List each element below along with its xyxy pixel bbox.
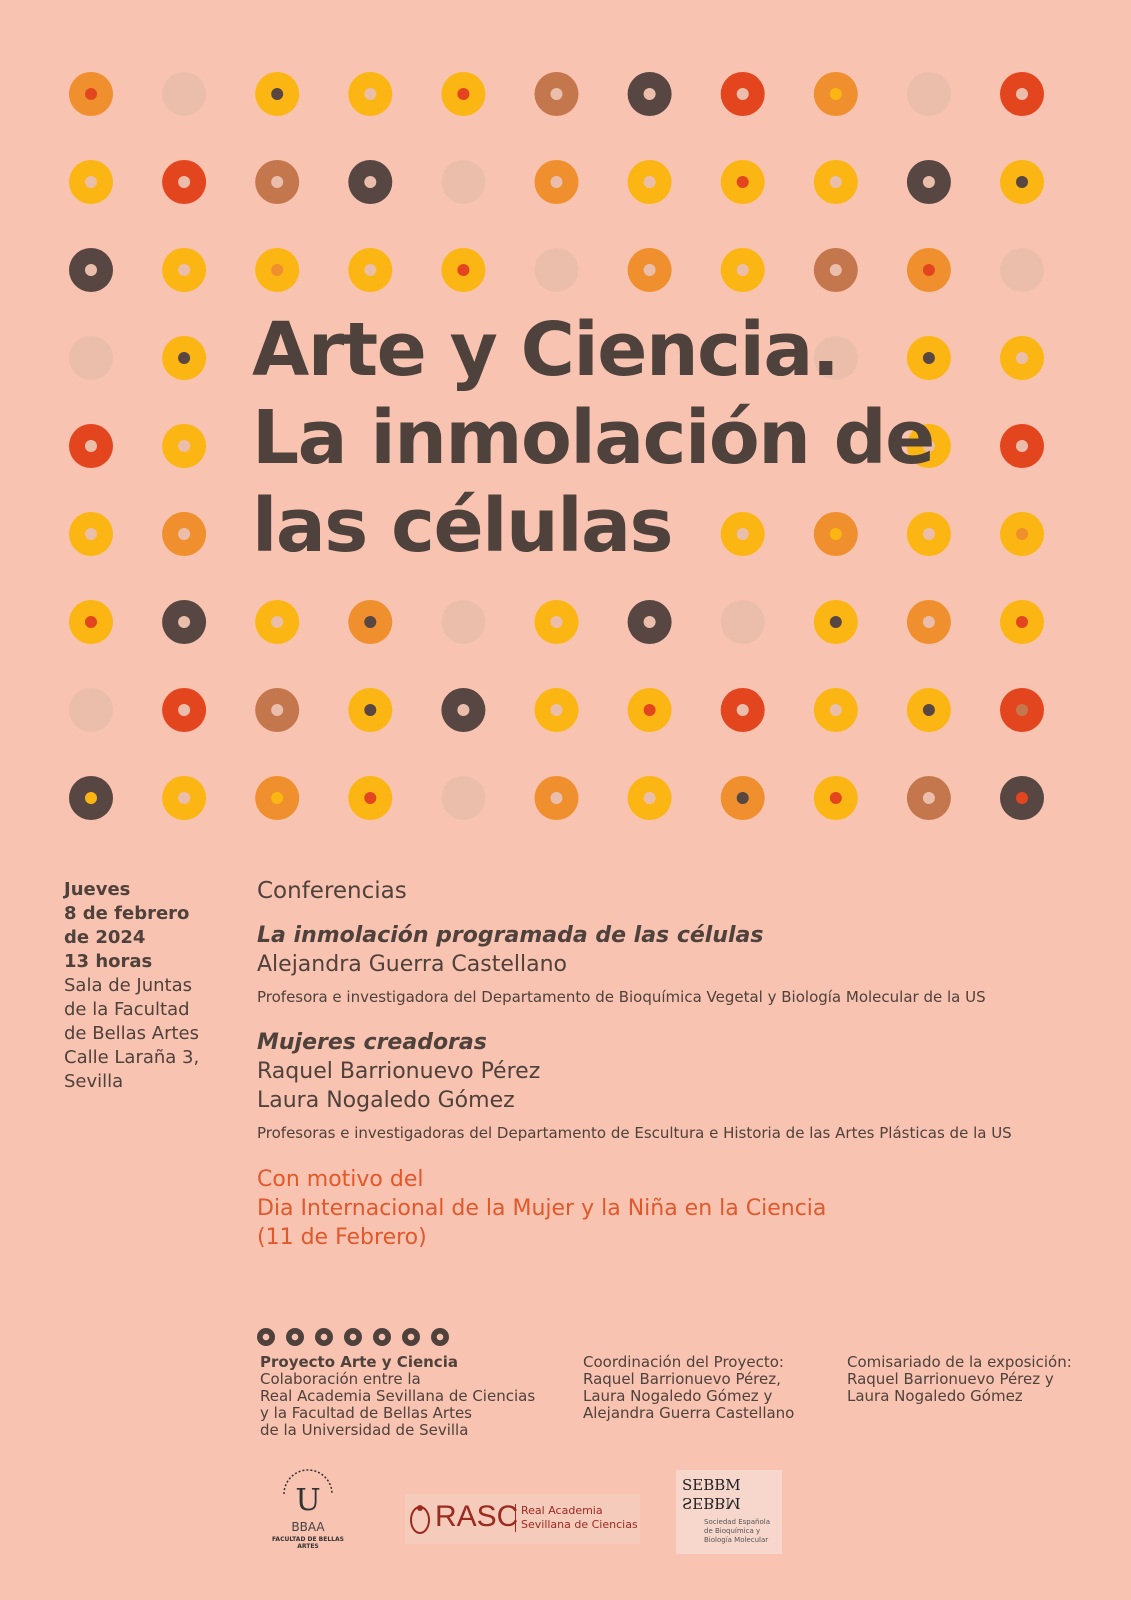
dot-inner <box>364 792 376 804</box>
venue-line: de Bellas Artes <box>64 1023 199 1044</box>
dot-inner <box>178 176 190 188</box>
dot-inner <box>923 176 935 188</box>
dot-inner <box>551 264 563 276</box>
speaker-name: Alejandra Guerra Castellano <box>257 952 567 977</box>
academy-crest-icon <box>409 1502 431 1536</box>
logo-sub: BBAA <box>291 1520 325 1534</box>
dot-inner <box>85 704 97 716</box>
dot-icon <box>286 1328 304 1346</box>
dot-inner <box>551 704 563 716</box>
project-credits <box>260 1354 550 1439</box>
event-date-1: 8 de febrero <box>64 903 190 924</box>
dot-inner <box>737 792 749 804</box>
dot-inner <box>178 704 190 716</box>
dot-inner <box>178 264 190 276</box>
credit-line: Laura Nogaledo Gómez <box>847 1387 1023 1405</box>
dot-inner <box>551 616 563 628</box>
dot-inner <box>1016 88 1028 100</box>
dot-inner <box>457 88 469 100</box>
university-seal-icon <box>278 1468 338 1516</box>
venue-line: Sevilla <box>64 1071 124 1092</box>
dot-inner <box>271 264 283 276</box>
dot-inner <box>85 176 97 188</box>
dot-inner <box>271 176 283 188</box>
dot-inner <box>923 88 935 100</box>
dot-inner <box>923 704 935 716</box>
dot-inner <box>644 176 656 188</box>
credit-line: Raquel Barrionuevo Pérez y <box>847 1370 1054 1388</box>
dot-icon <box>373 1328 391 1346</box>
dot-inner <box>271 88 283 100</box>
logo-mark: U <box>295 1483 321 1516</box>
dot-icon <box>344 1328 362 1346</box>
dot-inner <box>178 352 190 364</box>
dot-inner <box>364 616 376 628</box>
dot-inner <box>644 264 656 276</box>
rasc-subtitle <box>515 1504 638 1532</box>
sebbm-subtitle <box>704 1518 770 1545</box>
dot-inner <box>644 792 656 804</box>
dot-inner <box>551 88 563 100</box>
poster-title <box>252 306 934 570</box>
dot-inner <box>85 352 97 364</box>
credit-line: Coordinación del Proyecto: <box>583 1353 784 1371</box>
dot-inner <box>457 704 469 716</box>
logo-caption: FACULTAD DE BELLAS ARTES <box>272 1536 344 1550</box>
credit-line: Colaboración entre la <box>260 1370 421 1388</box>
dot-inner <box>85 264 97 276</box>
dot-inner <box>737 704 749 716</box>
dot-inner <box>85 528 97 540</box>
dot-inner <box>1016 176 1028 188</box>
dot-inner <box>85 88 97 100</box>
dot-inner <box>923 792 935 804</box>
dot-inner <box>830 264 842 276</box>
dot-icon <box>257 1328 275 1346</box>
event-day: Jueves <box>64 879 131 900</box>
dot-inner <box>737 264 749 276</box>
credit-line: Laura Nogaledo Gómez y <box>583 1387 773 1405</box>
dot-inner <box>644 704 656 716</box>
rasc-name: RASC <box>435 1500 519 1533</box>
dot-icon <box>402 1328 420 1346</box>
dot-inner <box>551 176 563 188</box>
occasion-name: Dia Internacional de la Mujer y la Niña en la Ciencia <box>257 1196 827 1221</box>
dot-inner <box>830 88 842 100</box>
dot-inner <box>1016 440 1028 452</box>
dot-inner <box>85 792 97 804</box>
talk-title: Mujeres creadoras <box>257 1030 487 1055</box>
dot-inner <box>271 792 283 804</box>
event-time: 13 horas <box>64 951 153 972</box>
dot-inner <box>364 176 376 188</box>
dot-icon <box>315 1328 333 1346</box>
title-line-1: Arte y Ciencia. <box>252 307 839 393</box>
venue-line: Sala de Juntas <box>64 975 193 996</box>
dot-inner <box>1016 352 1028 364</box>
dot-inner <box>85 616 97 628</box>
dot-inner <box>923 264 935 276</box>
sebbm-sub-line: Sociedad Española <box>704 1518 770 1526</box>
dot-inner <box>1016 704 1028 716</box>
speaker-affiliation: Profesoras e investigadoras del Departamento de Escultura e Historia de las Artes Plásticas de la US <box>257 1124 1012 1142</box>
talk-2 <box>257 1029 1097 1143</box>
rasc-sub-line: Real Academia <box>521 1504 603 1517</box>
small-dot-row <box>257 1328 460 1350</box>
rasc-sub-line: Sevillana de Ciencias <box>521 1518 638 1531</box>
dot-inner <box>271 704 283 716</box>
curation-credits <box>847 1354 1077 1405</box>
venue-line: Calle Laraña 3, <box>64 1047 200 1068</box>
sebbm-logo <box>676 1470 782 1554</box>
talk-1 <box>257 922 1097 1007</box>
dot-inner <box>1016 528 1028 540</box>
dot-inner <box>1016 616 1028 628</box>
dot-inner <box>737 88 749 100</box>
occasion-date: (11 de Febrero) <box>257 1225 427 1250</box>
dot-inner <box>830 176 842 188</box>
speaker-name: Laura Nogaledo Gómez <box>257 1088 515 1113</box>
dot-inner <box>1016 264 1028 276</box>
dot-inner <box>364 264 376 276</box>
dot-inner <box>830 704 842 716</box>
conference-program <box>257 878 1097 1252</box>
event-details <box>64 878 234 1094</box>
dot-inner <box>85 440 97 452</box>
sebbm-name <box>682 1476 741 1512</box>
title-line-3: las células <box>252 483 673 569</box>
speaker-affiliation: Profesora e investigadora del Departamento de Bioquímica Vegetal y Biología Molecular de la US <box>257 988 986 1006</box>
dot-inner <box>737 176 749 188</box>
coordination-credits <box>583 1354 823 1422</box>
project-title: Proyecto Arte y Ciencia <box>260 1353 458 1371</box>
dot-inner <box>830 616 842 628</box>
dot-inner <box>178 88 190 100</box>
dot-inner <box>644 88 656 100</box>
conferences-heading: Conferencias <box>257 878 407 904</box>
credit-line: Real Academia Sevillana de Ciencias <box>260 1387 536 1405</box>
dot-inner <box>644 616 656 628</box>
credit-line: Alejandra Guerra Castellano <box>583 1404 795 1422</box>
title-line-2: La inmolación de <box>252 395 934 481</box>
sebbm-name-mirror: SEBBM <box>682 1494 741 1512</box>
sebbm-name-top: SEBBM <box>682 1476 741 1494</box>
dot-inner <box>923 616 935 628</box>
dot-icon <box>431 1328 449 1346</box>
dot-inner <box>178 792 190 804</box>
credit-line: de la Universidad de Sevilla <box>260 1421 469 1439</box>
talk-title: La inmolación programada de las células <box>257 923 764 948</box>
dot-inner <box>178 616 190 628</box>
event-date-2: de 2024 <box>64 927 146 948</box>
occasion-intro: Con motivo del <box>257 1167 424 1192</box>
dot-inner <box>457 176 469 188</box>
dot-inner <box>178 440 190 452</box>
sebbm-sub-line: Biología Molecular <box>704 1536 769 1544</box>
us-bellas-artes-logo <box>262 1468 354 1554</box>
dot-inner <box>178 528 190 540</box>
dot-inner <box>457 264 469 276</box>
dot-inner <box>364 88 376 100</box>
dot-inner <box>830 792 842 804</box>
credit-line: Raquel Barrionuevo Pérez, <box>583 1370 781 1388</box>
dot-inner <box>1016 792 1028 804</box>
venue-line: de la Facultad <box>64 999 190 1020</box>
sebbm-sub-line: de Bioquímica y <box>704 1527 761 1535</box>
occasion <box>257 1165 1097 1252</box>
rasc-logo <box>405 1494 640 1544</box>
dot-inner <box>551 792 563 804</box>
dot-inner <box>457 792 469 804</box>
dot-inner <box>271 616 283 628</box>
dot-inner <box>737 616 749 628</box>
credit-line: y la Facultad de Bellas Artes <box>260 1404 472 1422</box>
dot-inner <box>457 616 469 628</box>
speaker-name: Raquel Barrionuevo Pérez <box>257 1059 541 1084</box>
dot-inner <box>364 704 376 716</box>
credit-line: Comisariado de la exposición: <box>847 1353 1072 1371</box>
